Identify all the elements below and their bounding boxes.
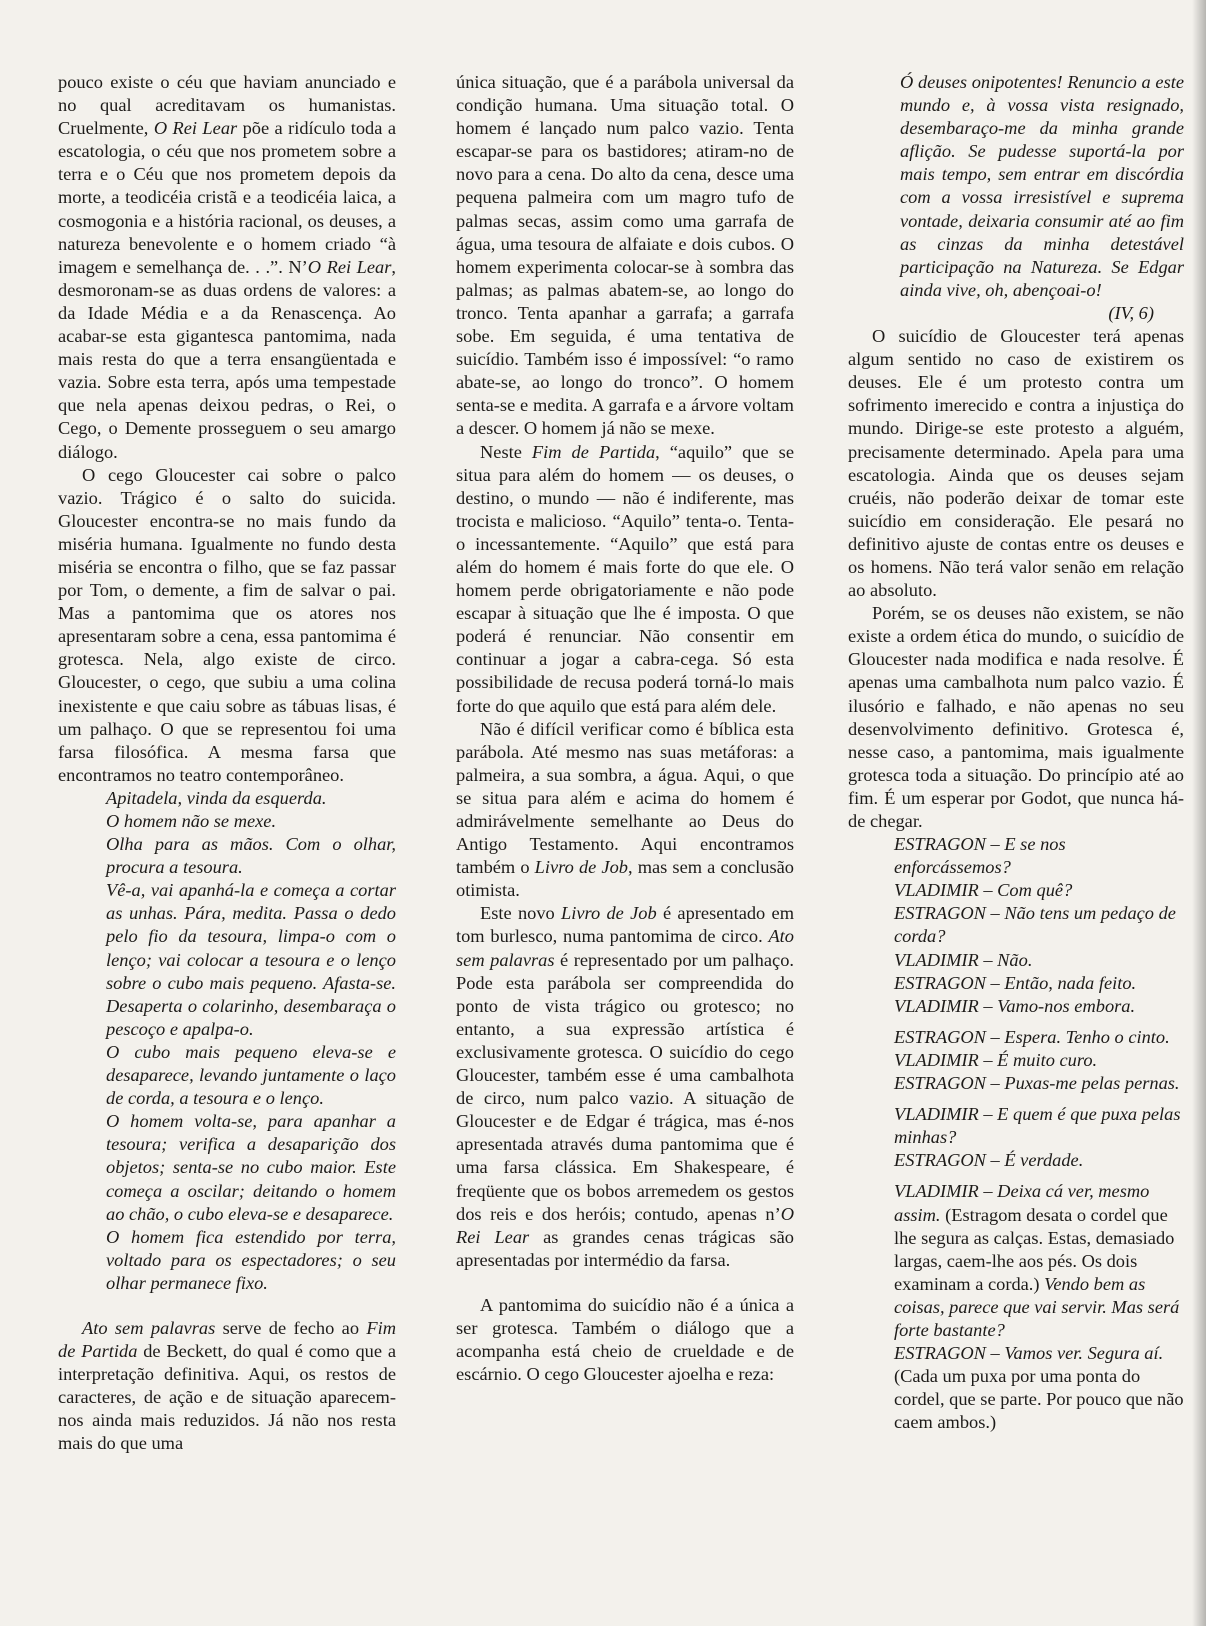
stage-direction: (Cada um puxa por uma ponta do cordel, que se parte. Por pouco que não caem ambos.) xyxy=(894,1366,1184,1433)
dialogue-line xyxy=(894,949,1184,972)
dialogue-line xyxy=(894,972,1184,995)
citation: (IV, 6) xyxy=(1108,302,1154,323)
paragraph: única situação, que é a parábola universal da condição humana. Uma situação total. O homem é lançado num palco vazio. Tenta escapar-se para os bastidores; atiram-no de novo para a cena. Do alto da cena, desce uma pequena palmeira com um magro tufo de palmas secas, assim como uma garrafa de água, uma tesoura de alfaiate e dois cubos. O homem experimenta colocar-se à sombra das palmas; as palmas abatem-se, ao longo do tronco. Tenta apanhar a garrafa; a garrafa sobe. Em seguida, é uma tentativa de suicídio. Também isso é impossível: “o ramo abate-se, ao longo do tronco”. O homem senta-se e medita. A garrafa e a árvore voltam a descer. O homem já não se mexe. xyxy=(456,72,794,439)
dialogue-text: ESTRAGON – Vamos ver. Segura aí. xyxy=(894,1343,1164,1364)
stage-direction: (Estragom desata o cordel que lhe segura as calças. Estas, demasiado largas, caem-lhe aos pés. Os dois examinam a corda.) xyxy=(894,1204,1175,1294)
verse-line: O cubo mais pequeno eleva-se e desaparece, levando juntamente o laço de corda, a tesoura e o lenço. xyxy=(106,1041,396,1109)
work-title: Fim de Partida xyxy=(58,1317,397,1362)
dialogue-line xyxy=(894,1342,1184,1434)
paragraph xyxy=(456,902,794,1272)
dialogue-text: VLADIMIR – Com quê? xyxy=(894,880,1073,901)
dialogue-text: VLADIMIR – Deixa cá ver, mesmo assim. xyxy=(894,1181,1150,1225)
dialogue-text: ESTRAGON – Puxas-me pelas pernas. xyxy=(894,1073,1180,1094)
text-run: pouco existe o céu que haviam anunciado e no qual acreditavam os humanistas. Cruelmente, xyxy=(58,72,396,139)
verse-line: O homem não se mexe. xyxy=(106,811,277,831)
text-run: Neste xyxy=(480,441,532,462)
paragraph xyxy=(58,1317,396,1456)
dialogue-text: VLADIMIR – Vamo-nos embora. xyxy=(894,995,1136,1016)
work-title: Livro de Job xyxy=(561,903,657,924)
work-title: Fim de Partida xyxy=(531,441,656,462)
paragraph: Porém, se os deuses não existem, se não existe a ordem ética do mundo, o suicídio de Gloucester nada modifica e nada resolve. É apenas uma cambalhota num palco vazio. É ilusório e falhado, e não apenas no seu desenvolvimento definitivo. Grotesca é, nesse caso, a pantomima, mais igualmente grotesca toda a situação. Do princípio até ao fim. É um esperar por Godot, que nunca há-de chegar. xyxy=(848,603,1184,831)
dialogue-text: VLADIMIR – É muito curo. xyxy=(894,1049,1098,1070)
page-edge-shadow xyxy=(1192,0,1206,1626)
dialogue-excerpt xyxy=(848,833,1184,1434)
work-title: Ato sem palavras xyxy=(456,926,794,970)
dialogue-text: ESTRAGON – Não tens um pedaço de corda? xyxy=(894,903,1176,947)
paragraph: A pantomima do suicídio não é a única a ser grotesca. Também o diálogo que a acompanha está cheio de crueldade e de escárnio. O cego Gloucester ajoelha e reza: xyxy=(456,1294,794,1385)
work-title: O Rei Lear xyxy=(153,118,238,139)
verse-line: Olha para as mãos. Com o olhar, procura a tesoura. xyxy=(106,834,396,878)
work-title: O Rei Lear xyxy=(307,256,392,277)
text-run: de Beckett, do qual é como que a interpretação definitiva. Aqui, os restos de caracteres, de ação e de situação aparecem-nos ainda mais reduzidos. Já não nos resta mais do que uma xyxy=(58,1341,396,1454)
dialogue-text: Vendo bem as coisas, parece que vai servir. Mas será forte bastante? xyxy=(894,1273,1180,1340)
dialogue-line xyxy=(894,833,1184,879)
text-run: é apresentado em tom burlesco, numa pantomima de circo. xyxy=(456,903,795,947)
text-run: , desmoronam-se as duas ordens de valores: a da Idade Média e a da Renascença. Ao acabar-se esta gigantesca pantomima, nada mais resta do que a terra ensangüentada e vazia. Sobre esta terra, após uma tempestade que nela apenas deixou pedras, o Rei, o Cego, o Demente prosseguem o seu amargo diálogo. xyxy=(58,256,396,462)
text-run: , mas sem a conclusão otimista. xyxy=(456,857,794,901)
dialogue-text: ESTRAGON – Espera. Tenho o cinto. xyxy=(894,1026,1170,1047)
dialogue-text: VLADIMIR – E quem é que puxa pelas minhas? xyxy=(894,1104,1181,1148)
gloucester-prayer-quote: Ó deuses onipotentes! Renuncio a este mundo e, à vossa vista resignado, desembaraço-me da minha grande aflição. Se pudesse suportá-la por mais tempo, sem entrar em discórdia com a vossa irresistível e suprema vontade, deixaria consumir até ao fim as cinzas da minha detestável participação na Natureza. Se Edgar ainda vive, oh, abençoai-o! xyxy=(900,72,1184,300)
text-run: é representado por um palhaço. Pode esta parábola ser compreendida do ponto de vista trágico ou grotesco; no entanto, a sua expressão artística é exclusivamente grotesca. O suicídio do cego Gloucester, também esse é uma cambalhota de circo, num palco vazio. A situação de Gloucester e de Edgar é trágica, mas é-nos apresentada através duma pantomima que é uma farsa clássica. Em Shakespeare, é freqüente que os bobos arremedem os gestos dos reis e dos heróis; contudo, apenas n’ xyxy=(456,949,794,1224)
paragraph xyxy=(456,441,794,718)
text-column-3 xyxy=(848,71,1184,1434)
dialogue-line xyxy=(894,1149,1184,1172)
verse-line: Apitadela, vinda da esquerda. xyxy=(106,787,327,808)
paragraph: O suicídio de Gloucester terá apenas algum sentido no caso de existirem os deuses. Ele é um protesto contra um sofrimento imerecido e contra a injustiça do mundo. Dirige-se este protesto a alguém, precisamente determinado. Apela para uma escatologia. Ainda que os deuses sejam cruéis, não poderão deixar de tomar este suicídio em consideração. Ele pesará no definitivo ajuste de contas entre os deuses e os homens. Não terá valor senão em relação ao absoluto. xyxy=(848,326,1184,601)
dialogue-text: VLADIMIR – Não. xyxy=(894,949,1033,970)
text-run: Não é difícil verificar como é bíblica esta parábola. Até mesmo nas suas metáforas: a palmeira, a sua sombra, a água. Aqui, o que se situa para além e acima do homem é admirávelmente semelhante ao Deus do Antigo Testamento. Aqui encontramos também o xyxy=(456,718,794,878)
dialogue-line xyxy=(894,902,1184,948)
dialogue-line xyxy=(894,995,1184,1018)
dialogue-line xyxy=(894,1049,1184,1072)
paragraph: O cego Gloucester cai sobre o palco vazio. Trágico é o salto do suicida. Gloucester encontra-se no mais fundo da miséria humana. Igualmente no fundo desta miséria se encontra o filho, que se faz passar por Tom, o demente, a fim de salvar o pai. Mas a pantomima que os atores nos apresentaram sobre a cena, essa pantomima é grotesca. Nela, algo existe de circo. Gloucester, o cego, que subiu a uma colina inexistente e que caiu sobre as tábuas lisas, é um palhaço. O que se representou foi uma farsa filosófica. A mesma farsa que encontramos no teatro contemporâneo. xyxy=(58,464,396,785)
verse-line: Vê-a, vai apanhá-la e começa a cortar as unhas. Pára, medita. Passa o dedo pelo fio da tesoura, limpa-o com o lenço; vai colocar a tesoura e o lenço sobre o cubo mais pequeno. Afasta-se. Desaperta o colarinho, desembaraça o pescoço e apalpa-o. xyxy=(106,880,396,1039)
text-run: , “aquilo” que se situa para além do homem — os deuses, o destino, o mundo — não é indiferente, mas trocista e malicioso. “Aquilo” tenta-o. Tenta-o incessantemente. “Aquilo” que está para além do homem é mais forte do que ele. O homem perde obrigatoriamente e não pode escapar à situação que lhe é imposta. O que poderá é renunciar. Não consentir em continuar a jogar a cabra-cega. Só esta possibilidade de recusa poderá torná-lo mais forte do que aquilo que está para além dele. xyxy=(456,441,794,716)
text-column-2 xyxy=(456,71,794,1386)
dialogue-text: ESTRAGON – E se nos enforcássemos? xyxy=(894,834,1066,878)
text-run: Este novo xyxy=(480,903,562,924)
dialogue-text: ESTRAGON – É verdade. xyxy=(894,1150,1084,1171)
dialogue-line xyxy=(894,1180,1184,1342)
work-title: Ato sem palavras xyxy=(82,1317,216,1338)
dialogue-text: ESTRAGON – Então, nada feito. xyxy=(894,972,1137,993)
text-run: as grandes cenas trágicas são apresentadas por intermédio da farsa. xyxy=(456,1226,794,1270)
dialogue-line xyxy=(894,1026,1184,1049)
text-column-1 xyxy=(58,71,396,1456)
text-run: põe a ridículo toda a escatologia, o céu que nos prometem sobre a terra e o Céu que nos prometem depois da morte, a teodicéia cristã e a teodicéia laica, a cosmogonia e a história racional, os deuses, a natureza benevolente e o homem criado “à imagem e semelhança de. . .”. N’ xyxy=(58,118,396,277)
dialogue-line xyxy=(894,879,1184,902)
work-title: Livro de Job xyxy=(534,857,628,878)
verse-line: O homem fica estendido por terra, voltado para os espectadores; o seu olhar permanece fixo. xyxy=(106,1226,396,1293)
dialogue-line xyxy=(894,1103,1184,1149)
text-run: serve de fecho ao xyxy=(215,1317,367,1338)
paragraph xyxy=(58,71,396,464)
work-title: O Rei Lear xyxy=(456,1203,794,1247)
verse-line: O homem volta-se, para apanhar a tesoura; verifica a desaparição dos objetos; senta-se no cubo maior. Este começa a oscilar; deitando o homem ao chão, o cubo eleva-se e desaparece. xyxy=(106,1111,396,1224)
stage-directions xyxy=(58,787,396,1295)
paragraph xyxy=(456,718,794,903)
dialogue-line xyxy=(894,1072,1184,1095)
